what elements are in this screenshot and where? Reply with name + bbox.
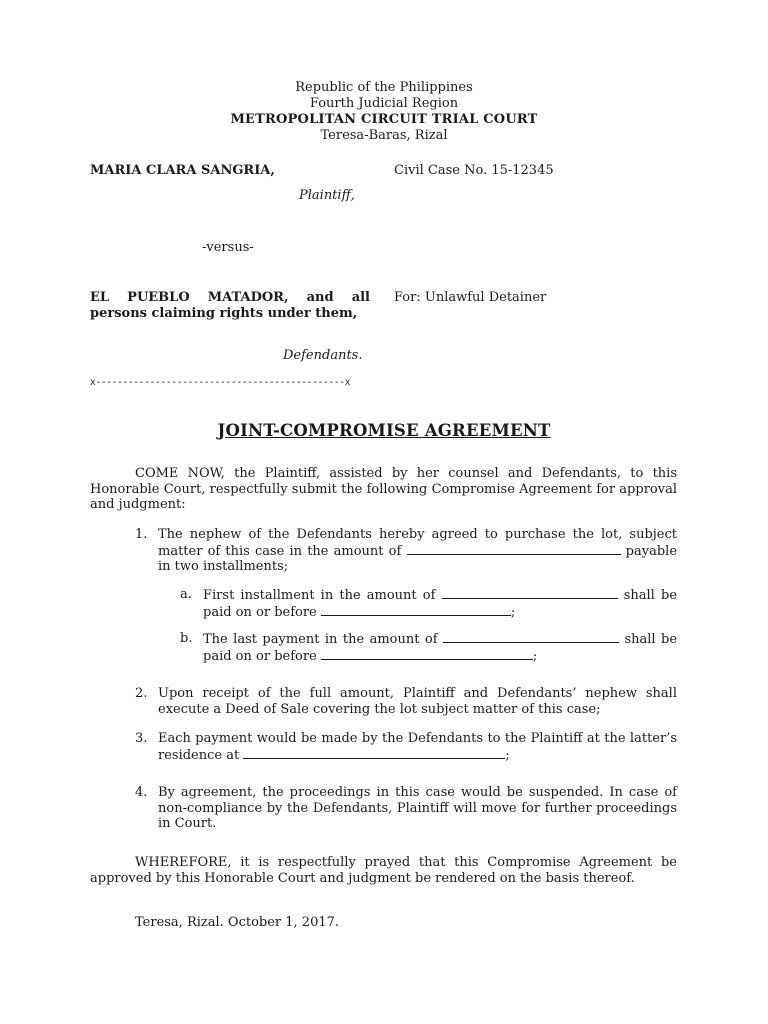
item-b-letter: b. — [180, 631, 193, 646]
item-1-text — [158, 527, 677, 575]
item-3-text-post: ; — [505, 747, 510, 763]
header-republic: Republic of the Philippines — [295, 80, 473, 95]
header-location: Teresa-Baras, Rizal — [320, 128, 448, 143]
header-region: Fourth Judicial Region — [309, 96, 459, 111]
document-title: JOINT-COMPROMISE AGREEMENT — [217, 421, 551, 440]
item-2-text: Upon receipt of the full amount, Plaintiff and Defendants’ nephew shall execute a Deed of Sale covering the lot subject matter of this case; — [158, 686, 677, 717]
first-installment-amount-blank[interactable] — [442, 587, 618, 599]
last-payment-amount-blank[interactable] — [443, 631, 619, 643]
residence-address-blank[interactable] — [243, 747, 505, 759]
item-3-text-pre: Each payment would be made by the Defendants to the Plaintiff at the latter’s residence at — [158, 731, 677, 763]
item-a-text-post: ; — [510, 604, 516, 620]
wherefore-paragraph: WHEREFORE, it is respectfully prayed that this Compromise Agreement be approved by this Honorable Court and judgment be rendered on the basis thereof. — [90, 855, 677, 886]
item-3-number: 3. — [135, 731, 148, 746]
item-4-number: 4. — [135, 785, 148, 800]
defendant-name: EL PUEBLO MATADOR, and all persons claiming rights under them, — [90, 290, 370, 321]
item-1-number: 1. — [135, 527, 148, 542]
defendant-label: Defendants. — [283, 348, 363, 363]
first-installment-date-blank[interactable] — [321, 604, 511, 616]
case-number: Civil Case No. 15-12345 — [394, 163, 554, 178]
item-b-text — [203, 631, 677, 664]
item-1-text-post: payable in two installments; — [158, 543, 678, 574]
plaintiff-label: Plaintiff, — [299, 188, 355, 203]
item-a-text — [203, 587, 677, 620]
item-2-number: 2. — [135, 686, 148, 701]
item-3-text — [158, 731, 677, 763]
item-b-text-pre: The last payment in the amount of — [203, 632, 438, 647]
plaintiff-name: MARIA CLARA SANGRIA, — [90, 163, 275, 178]
last-payment-date-blank[interactable] — [321, 648, 533, 660]
item-a-text-mid: shall be paid on or before — [203, 588, 677, 620]
item-a-letter: a. — [180, 587, 192, 602]
intro-paragraph: COME NOW, the Plaintiff, assisted by her counsel and Defendants, to this Honorable Court, respectfully submit the following Compromise Agreement for approval and judgment: — [90, 466, 677, 512]
purchase-amount-blank[interactable] — [407, 543, 621, 555]
item-b-text-post: ; — [532, 648, 538, 664]
item-4-text: By agreement, the proceedings in this case would be suspended. In case of non-compliance by the Defendants, Plaintiff will move for further proceedings in Court. — [158, 785, 677, 831]
header-court: METROPOLITAN CIRCUIT TRIAL COURT — [230, 112, 538, 127]
dateline: Teresa, Rizal. October 1, 2017. — [135, 915, 340, 930]
case-nature: For: Unlawful Detainer — [394, 290, 547, 305]
versus-label: -versus- — [202, 240, 254, 255]
item-1-text-pre: The nephew of the Defendants hereby agreed to purchase the lot, subject matter of this case in the amount of — [158, 527, 677, 559]
item-b-text-mid: shall be paid on or before — [203, 632, 678, 664]
item-a-text-pre: First installment in the amount of — [203, 588, 436, 603]
caption-divider: x----------------------------------------------x — [90, 377, 351, 388]
